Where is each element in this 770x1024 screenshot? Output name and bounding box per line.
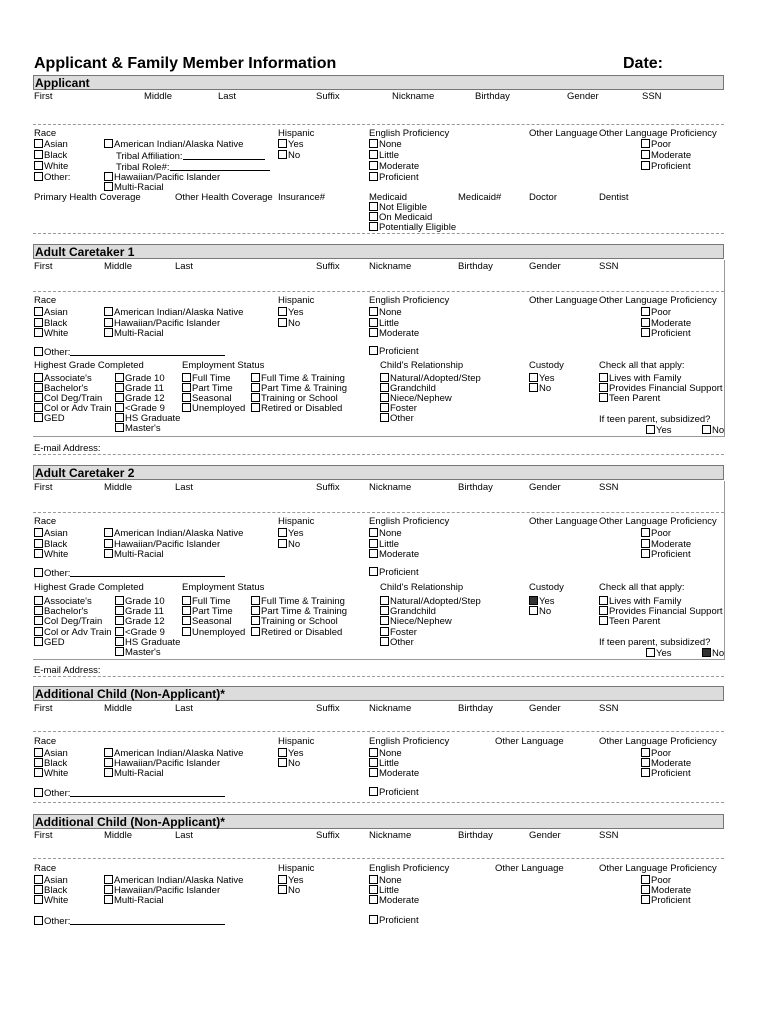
race-asian[interactable]: Asian xyxy=(34,528,68,539)
race-label: Race xyxy=(34,863,57,874)
grade-hs[interactable]: HS Graduate xyxy=(115,637,180,648)
primary-coverage-label: Primary Health Coverage xyxy=(34,192,141,203)
col-nickname: Nickname xyxy=(369,482,412,493)
teen-question: If teen parent, subsidized? xyxy=(599,637,711,648)
race-black[interactable]: Black xyxy=(34,758,67,769)
race-label: Race xyxy=(34,736,57,747)
grade-11[interactable]: Grade 11 xyxy=(115,383,164,394)
rel-other[interactable]: Other xyxy=(380,637,414,648)
grade-associates[interactable]: Associate's xyxy=(34,596,92,607)
olp-proficient[interactable]: Proficient xyxy=(641,328,691,339)
eng-proficient[interactable]: Proficient xyxy=(369,787,419,798)
eng-little[interactable]: Little xyxy=(369,539,399,550)
race-white[interactable]: White xyxy=(34,549,68,560)
eng-moderate[interactable]: Moderate xyxy=(369,328,419,339)
custody-no[interactable]: No xyxy=(529,383,551,394)
grade-associates[interactable]: Associate's xyxy=(34,373,92,384)
race-american-indian[interactable]: American Indian/Alaska Native xyxy=(104,875,243,886)
hispanic-no[interactable]: No xyxy=(278,539,300,550)
grade-col-deg[interactable]: Col Deg/Train xyxy=(34,616,102,627)
hispanic-yes[interactable]: Yes xyxy=(278,875,304,886)
check-teen[interactable]: Teen Parent xyxy=(599,616,660,627)
race-other[interactable]: Other: xyxy=(34,172,70,183)
rel-grandchild[interactable]: Grandchild xyxy=(380,383,436,394)
other-coverage-label: Other Health Coverage xyxy=(175,192,273,203)
eng-little[interactable]: Little xyxy=(369,150,399,161)
rel-other[interactable]: Other xyxy=(380,413,414,424)
grade-hs[interactable]: HS Graduate xyxy=(115,413,180,424)
grade-masters[interactable]: Master's xyxy=(115,423,161,434)
hispanic-no[interactable]: No xyxy=(278,885,300,896)
olp-label: Other Language Proficiency xyxy=(599,516,717,527)
race-asian[interactable]: Asian xyxy=(34,139,68,150)
race-multi[interactable]: Multi-Racial xyxy=(104,549,164,560)
emp-seasonal[interactable]: Seasonal xyxy=(182,393,232,404)
race-other[interactable]: Other: xyxy=(34,915,225,927)
eng-little[interactable]: Little xyxy=(369,885,399,896)
grade-ged[interactable]: GED xyxy=(34,413,65,424)
race-hawaiian[interactable]: Hawaiian/Pacific Islander xyxy=(104,758,220,769)
grade-col-adv[interactable]: Col or Adv Train xyxy=(34,403,112,414)
check-lives[interactable]: Lives with Family xyxy=(599,596,681,607)
hispanic-label: Hispanic xyxy=(278,295,315,306)
grade-under-9[interactable]: <Grade 9 xyxy=(115,403,165,414)
race-asian[interactable]: Asian xyxy=(34,748,68,759)
hispanic-label: Hispanic xyxy=(278,128,315,139)
rel-natural[interactable]: Natural/Adopted/Step xyxy=(380,596,481,607)
race-american-indian[interactable]: American Indian/Alaska Native xyxy=(104,139,243,150)
eng-little[interactable]: Little xyxy=(369,318,399,329)
col-suffix: Suffix xyxy=(316,482,340,493)
other-language-label: Other Language xyxy=(529,295,598,306)
race-black[interactable]: Black xyxy=(34,539,67,550)
teen-no[interactable]: No xyxy=(702,648,724,659)
eng-label: English Proficiency xyxy=(369,295,450,306)
race-hawaiian[interactable]: Hawaiian/Pacific Islander xyxy=(104,885,220,896)
col-birthday: Birthday xyxy=(458,830,493,841)
race-other[interactable]: Other: xyxy=(34,567,225,579)
olp-label: Other Language Proficiency xyxy=(599,295,717,306)
emp-training[interactable]: Training or School xyxy=(251,393,338,404)
col-last: Last xyxy=(175,261,193,272)
col-ssn: SSN xyxy=(599,830,619,841)
employment-label: Employment Status xyxy=(182,582,265,593)
hispanic-yes[interactable]: Yes xyxy=(278,528,304,539)
tribal-role[interactable]: Tribal Role#: xyxy=(116,161,270,173)
medicaid-label: Medicaid xyxy=(369,192,408,203)
emp-part-time[interactable]: Part Time xyxy=(182,383,233,394)
race-hawaiian[interactable]: Hawaiian/Pacific Islander xyxy=(104,318,220,329)
custody-yes[interactable]: Yes xyxy=(529,373,555,384)
eng-label: English Proficiency xyxy=(369,516,450,527)
rel-grandchild[interactable]: Grandchild xyxy=(380,606,436,617)
eng-moderate[interactable]: Moderate xyxy=(369,549,419,560)
grade-label: Highest Grade Completed xyxy=(34,582,144,593)
eng-proficient[interactable]: Proficient xyxy=(369,346,419,357)
race-hawaiian[interactable]: Hawaiian/Pacific Islander xyxy=(104,539,220,550)
teen-question: If teen parent, subsidized? xyxy=(599,414,711,425)
custody-no[interactable]: No xyxy=(529,606,551,617)
hispanic-no[interactable]: No xyxy=(278,150,300,161)
insurance-label: Insurance# xyxy=(278,192,326,203)
col-suffix: Suffix xyxy=(316,830,340,841)
olp-poor[interactable]: Poor xyxy=(641,139,671,150)
olp-moderate[interactable]: Moderate xyxy=(641,758,691,769)
col-ssn: SSN xyxy=(599,703,619,714)
col-last: Last xyxy=(175,703,193,714)
col-birthday: Birthday xyxy=(458,703,493,714)
medicaid-on[interactable]: On Medicaid xyxy=(369,212,432,223)
rel-natural[interactable]: Natural/Adopted/Step xyxy=(380,373,481,384)
race-american-indian[interactable]: American Indian/Alaska Native xyxy=(104,307,243,318)
col-middle: Middle xyxy=(104,703,132,714)
caretaker2-header: Adult Caretaker 2 xyxy=(33,465,724,480)
rel-niece[interactable]: Niece/Nephew xyxy=(380,393,452,404)
grade-12[interactable]: Grade 12 xyxy=(115,393,165,404)
col-nickname: Nickname xyxy=(392,91,435,102)
race-multi[interactable]: Multi-Racial xyxy=(104,768,164,779)
race-label: Race xyxy=(34,516,57,527)
emp-pt-training[interactable]: Part Time & Training xyxy=(251,606,347,617)
grade-bachelors[interactable]: Bachelor's xyxy=(34,606,88,617)
hispanic-yes[interactable]: Yes xyxy=(278,748,304,759)
col-gender: Gender xyxy=(529,703,561,714)
medicaid-num-label: Medicaid# xyxy=(458,192,502,203)
race-white[interactable]: White xyxy=(34,328,68,339)
col-ssn: SSN xyxy=(599,261,619,272)
other-language-label: Other Language xyxy=(495,736,564,747)
dentist-label: Dentist xyxy=(599,192,629,203)
race-american-indian[interactable]: American Indian/Alaska Native xyxy=(104,528,243,539)
page-title: Applicant & Family Member Information xyxy=(34,55,337,72)
olp-proficient[interactable]: Proficient xyxy=(641,549,691,560)
custody-yes[interactable]: Yes xyxy=(529,596,555,607)
race-multi[interactable]: Multi-Racial xyxy=(104,895,164,906)
eng-moderate[interactable]: Moderate xyxy=(369,768,419,779)
col-gender: Gender xyxy=(529,482,561,493)
custody-label: Custody xyxy=(529,360,564,371)
col-nickname: Nickname xyxy=(369,830,412,841)
col-first: First xyxy=(34,91,53,102)
eng-none[interactable]: None xyxy=(369,748,402,759)
col-first: First xyxy=(34,482,53,493)
emp-unemployed[interactable]: Unemployed xyxy=(182,627,245,638)
eng-label: English Proficiency xyxy=(369,736,450,747)
col-middle: Middle xyxy=(104,830,132,841)
check-label: Check all that apply: xyxy=(599,360,685,371)
hispanic-label: Hispanic xyxy=(278,516,315,527)
grade-10[interactable]: Grade 10 xyxy=(115,373,165,384)
eng-none[interactable]: None xyxy=(369,139,402,150)
child1-header: Additional Child (Non-Applicant)* xyxy=(33,686,724,701)
grade-label: Highest Grade Completed xyxy=(34,360,144,371)
teen-yes[interactable]: Yes xyxy=(646,648,672,659)
grade-12[interactable]: Grade 12 xyxy=(115,616,165,627)
eng-none[interactable]: None xyxy=(369,307,402,318)
col-middle: Middle xyxy=(144,91,172,102)
medicaid-not-eligible[interactable]: Not Eligible xyxy=(369,202,427,213)
rel-foster[interactable]: Foster xyxy=(380,403,417,414)
col-last: Last xyxy=(218,91,236,102)
hispanic-no[interactable]: No xyxy=(278,758,300,769)
col-ssn: SSN xyxy=(642,91,662,102)
eng-label: English Proficiency xyxy=(369,863,450,874)
col-first: First xyxy=(34,703,53,714)
date-label: Date: xyxy=(623,55,664,72)
race-other[interactable]: Other: xyxy=(34,346,225,358)
custody-label: Custody xyxy=(529,582,564,593)
emp-ft-training[interactable]: Full Time & Training xyxy=(251,596,345,607)
olp-poor[interactable]: Poor xyxy=(641,528,671,539)
olp-label: Other Language Proficiency xyxy=(599,863,717,874)
teen-yes[interactable]: Yes xyxy=(646,425,672,436)
grade-ged[interactable]: GED xyxy=(34,637,65,648)
race-black[interactable]: Black xyxy=(34,885,67,896)
teen-no[interactable]: No xyxy=(702,425,724,436)
eng-moderate[interactable]: Moderate xyxy=(369,161,419,172)
col-birthday: Birthday xyxy=(475,91,510,102)
emp-ft-training[interactable]: Full Time & Training xyxy=(251,373,345,384)
olp-poor[interactable]: Poor xyxy=(641,875,671,886)
hispanic-yes[interactable]: Yes xyxy=(278,139,304,150)
rel-niece[interactable]: Niece/Nephew xyxy=(380,616,452,627)
caretaker1-header: Adult Caretaker 1 xyxy=(33,244,724,259)
olp-proficient[interactable]: Proficient xyxy=(641,768,691,779)
olp-label: Other Language Proficiency xyxy=(599,736,717,747)
grade-col-adv[interactable]: Col or Adv Train xyxy=(34,627,112,638)
olp-moderate[interactable]: Moderate xyxy=(641,150,691,161)
applicant-header: Applicant xyxy=(33,75,724,90)
relationship-label: Child's Relationship xyxy=(380,360,464,371)
eng-moderate[interactable]: Moderate xyxy=(369,895,419,906)
grade-under-9[interactable]: <Grade 9 xyxy=(115,627,165,638)
doctor-label: Doctor xyxy=(529,192,557,203)
emp-retired[interactable]: Retired or Disabled xyxy=(251,403,342,414)
emp-retired[interactable]: Retired or Disabled xyxy=(251,627,342,638)
col-ssn: SSN xyxy=(599,482,619,493)
check-teen[interactable]: Teen Parent xyxy=(599,393,660,404)
olp-moderate[interactable]: Moderate xyxy=(641,539,691,550)
col-last: Last xyxy=(175,830,193,841)
eng-none[interactable]: None xyxy=(369,528,402,539)
col-suffix: Suffix xyxy=(316,261,340,272)
email-label: E-mail Address: xyxy=(34,665,101,676)
col-nickname: Nickname xyxy=(369,703,412,714)
race-black[interactable]: Black xyxy=(34,318,67,329)
check-support[interactable]: Provides Financial Support xyxy=(599,383,723,394)
check-label: Check all that apply: xyxy=(599,582,685,593)
olp-proficient[interactable]: Proficient xyxy=(641,895,691,906)
eng-proficient[interactable]: Proficient xyxy=(369,915,419,926)
olp-poor[interactable]: Poor xyxy=(641,748,671,759)
grade-col-deg[interactable]: Col Deg/Train xyxy=(34,393,102,404)
hispanic-label: Hispanic xyxy=(278,863,315,874)
race-hawaiian[interactable]: Hawaiian/Pacific Islander xyxy=(104,172,220,183)
col-birthday: Birthday xyxy=(458,482,493,493)
emp-part-time[interactable]: Part Time xyxy=(182,606,233,617)
olp-moderate[interactable]: Moderate xyxy=(641,885,691,896)
col-suffix: Suffix xyxy=(316,703,340,714)
race-asian[interactable]: Asian xyxy=(34,307,68,318)
eng-proficient[interactable]: Proficient xyxy=(369,567,419,578)
eng-label: English Proficiency xyxy=(369,128,450,139)
race-white[interactable]: White xyxy=(34,895,68,906)
emp-full-time[interactable]: Full Time xyxy=(182,373,231,384)
col-suffix: Suffix xyxy=(316,91,340,102)
other-language-label: Other Language xyxy=(495,863,564,874)
race-other[interactable]: Other: xyxy=(34,787,225,799)
col-middle: Middle xyxy=(104,261,132,272)
race-black[interactable]: Black xyxy=(34,150,67,161)
col-middle: Middle xyxy=(104,482,132,493)
tribal-affiliation[interactable]: Tribal Affiliation: xyxy=(116,150,265,162)
race-multi[interactable]: Multi-Racial xyxy=(104,328,164,339)
col-gender: Gender xyxy=(567,91,599,102)
col-gender: Gender xyxy=(529,830,561,841)
eng-little[interactable]: Little xyxy=(369,758,399,769)
grade-10[interactable]: Grade 10 xyxy=(115,596,165,607)
grade-11[interactable]: Grade 11 xyxy=(115,606,164,617)
race-white[interactable]: White xyxy=(34,161,68,172)
col-last: Last xyxy=(175,482,193,493)
race-white[interactable]: White xyxy=(34,768,68,779)
emp-full-time[interactable]: Full Time xyxy=(182,596,231,607)
employment-label: Employment Status xyxy=(182,360,265,371)
grade-masters[interactable]: Master's xyxy=(115,647,161,658)
other-language-label: Other Language xyxy=(529,516,598,527)
check-support[interactable]: Provides Financial Support xyxy=(599,606,723,617)
medicaid-potential[interactable]: Potentially Eligible xyxy=(369,222,456,233)
col-first: First xyxy=(34,261,53,272)
hispanic-label: Hispanic xyxy=(278,736,315,747)
rel-foster[interactable]: Foster xyxy=(380,627,417,638)
olp-proficient[interactable]: Proficient xyxy=(641,161,691,172)
email-label: E-mail Address: xyxy=(34,443,101,454)
eng-none[interactable]: None xyxy=(369,875,402,886)
eng-proficient[interactable]: Proficient xyxy=(369,172,419,183)
olp-poor[interactable]: Poor xyxy=(641,307,671,318)
check-lives[interactable]: Lives with Family xyxy=(599,373,681,384)
other-language-label: Other Language xyxy=(529,128,598,139)
emp-training[interactable]: Training or School xyxy=(251,616,338,627)
hispanic-no[interactable]: No xyxy=(278,318,300,329)
emp-unemployed[interactable]: Unemployed xyxy=(182,403,245,414)
col-gender: Gender xyxy=(529,261,561,272)
hispanic-yes[interactable]: Yes xyxy=(278,307,304,318)
olp-label: Other Language Proficiency xyxy=(599,128,717,139)
race-asian[interactable]: Asian xyxy=(34,875,68,886)
race-multi[interactable]: Multi-Racial xyxy=(104,182,164,193)
emp-pt-training[interactable]: Part Time & Training xyxy=(251,383,347,394)
relationship-label: Child's Relationship xyxy=(380,582,464,593)
grade-bachelors[interactable]: Bachelor's xyxy=(34,383,88,394)
race-american-indian[interactable]: American Indian/Alaska Native xyxy=(104,748,243,759)
col-nickname: Nickname xyxy=(369,261,412,272)
race-label: Race xyxy=(34,128,57,139)
race-label: Race xyxy=(34,295,57,306)
child2-header: Additional Child (Non-Applicant)* xyxy=(33,814,724,829)
olp-moderate[interactable]: Moderate xyxy=(641,318,691,329)
col-birthday: Birthday xyxy=(458,261,493,272)
emp-seasonal[interactable]: Seasonal xyxy=(182,616,232,627)
col-first: First xyxy=(34,830,53,841)
